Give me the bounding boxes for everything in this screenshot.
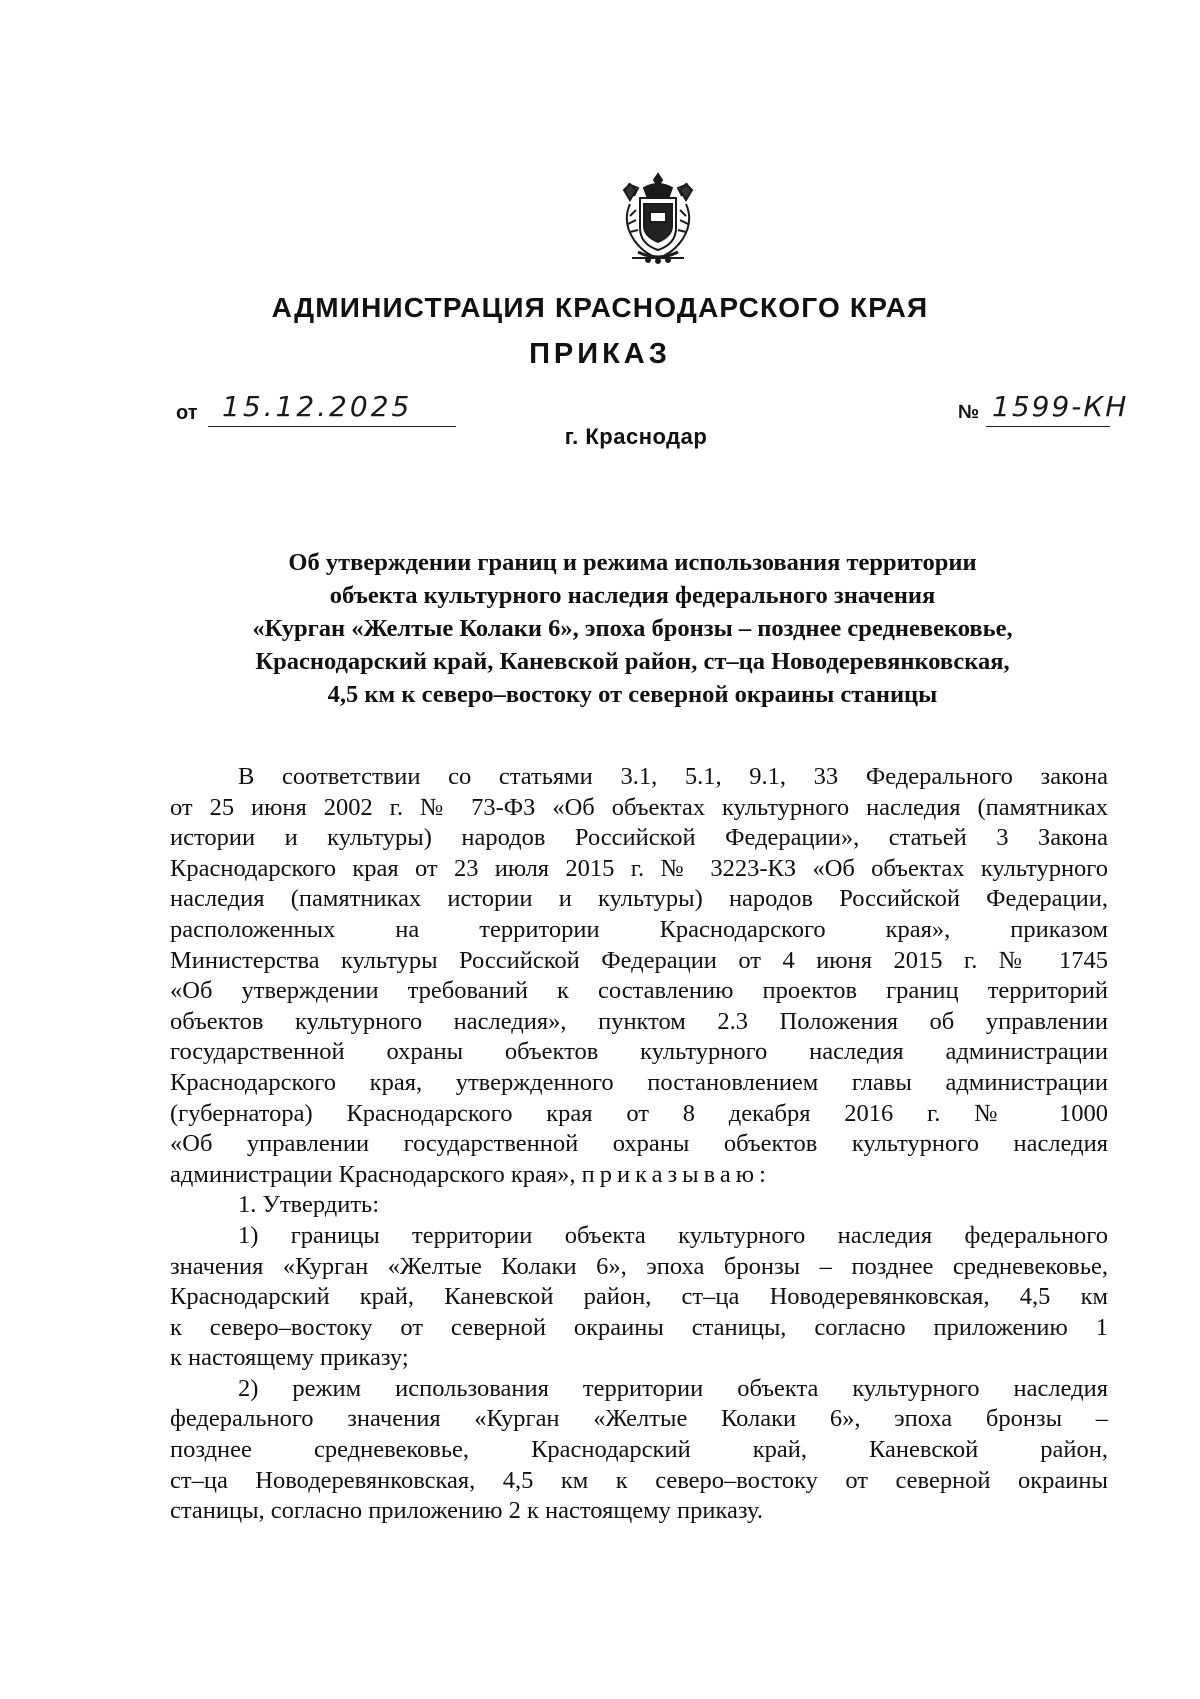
number-value: 1599-КН bbox=[992, 390, 1129, 423]
document-title bbox=[160, 546, 1105, 711]
body-line: Краснодарского края, утвержденного постановлением главы администрации bbox=[170, 1068, 1108, 1096]
body-line: станицы, согласно приложению 2 к настоящему приказу. bbox=[170, 1497, 763, 1525]
body-line: позднее средневековье, Краснодарский край, Каневской район, bbox=[170, 1436, 1108, 1464]
subitem-2-paragraph bbox=[170, 1374, 1108, 1527]
body-line: 2) режим использования территории объекта культурного наследия bbox=[238, 1374, 1108, 1402]
body-line: от 25 июня 2002 г. № 73-ФЗ «Об объектах культурного наследия (памятниках bbox=[170, 793, 1108, 821]
item-1-heading: 1. Утвердить: bbox=[238, 1191, 380, 1219]
date-prefix: от bbox=[176, 402, 198, 424]
date-value: 15.12.2025 bbox=[222, 390, 413, 423]
body-line: объектов культурного наследия», пунктом 2.3 Положения об управлении bbox=[170, 1007, 1108, 1035]
body-line: федерального значения «Курган «Желтые Колаки 6», эпоха бронзы – bbox=[170, 1405, 1108, 1433]
body-line: к северо–востоку от северной окраины станицы, согласно приложению 1 bbox=[170, 1313, 1108, 1341]
city: г. Краснодар bbox=[564, 424, 708, 449]
body-line: расположенных на территории Краснодарского края», приказом bbox=[170, 915, 1108, 943]
preamble-closing-text: администрации Краснодарского края», bbox=[170, 1160, 576, 1188]
body-line: В соответствии со статьями 3.1, 5.1, 9.1, 33 Федерального закона bbox=[238, 763, 1108, 790]
title-line: объекта культурного наследия федерального значения bbox=[329, 582, 936, 609]
body-line: истории и культуры) народов Российской Федерации», статьей 3 Закона bbox=[170, 824, 1108, 852]
body-line: к настоящему приказу; bbox=[170, 1344, 409, 1372]
body-line: значения «Курган «Желтые Колаки 6», эпоха бронзы – позднее средневековье, bbox=[170, 1252, 1108, 1280]
title-line: Краснодарский край, Каневской район, ст–ца Новодеревянковская, bbox=[255, 648, 1010, 675]
body-line: ст–ца Новодеревянковская, 4,5 км к северо–востоку от северной окраины bbox=[170, 1466, 1108, 1494]
coat-of-arms-icon bbox=[618, 170, 698, 266]
body-line: «Об управлении государственной охраны объектов культурного наследия bbox=[170, 1130, 1108, 1158]
preamble-paragraph bbox=[170, 762, 1108, 1190]
body-line: Краснодарский край, Каневской район, ст–ца Новодеревянковская, 4,5 км bbox=[170, 1283, 1108, 1311]
subitem-1-paragraph bbox=[170, 1221, 1108, 1374]
document-type: ПРИКАЗ bbox=[529, 338, 671, 370]
body-line bbox=[170, 1160, 1108, 1191]
body-line: «Об утверждении требований к составлению проектов границ территорий bbox=[170, 977, 1108, 1005]
document-body bbox=[170, 762, 1108, 1527]
body-line: наследия (памятниках истории и культуры) народов Российской Федерации, bbox=[170, 885, 1108, 913]
title-line: Об утверждении границ и режима использования территории bbox=[288, 549, 977, 576]
title-line: 4,5 км к северо–востоку от северной окраины станицы bbox=[327, 681, 938, 708]
body-line: государственной охраны объектов культурного наследия администрации bbox=[170, 1038, 1108, 1066]
issuing-authority: АДМИНИСТРАЦИЯ КРАСНОДАРСКОГО КРАЯ bbox=[271, 292, 929, 323]
body-line: (губернатора) Краснодарского края от 8 декабря 2016 г. № 1000 bbox=[170, 1099, 1108, 1127]
body-line: Министерства культуры Российской Федерации от 4 июня 2015 г. № 1745 bbox=[170, 946, 1108, 974]
title-line: «Курган «Желтые Колаки 6», эпоха бронзы – позднее средневековье, bbox=[252, 615, 1013, 642]
body-line: 1) границы территории объекта культурного наследия федерального bbox=[238, 1221, 1108, 1249]
body-line: Краснодарского края от 23 июля 2015 г. № 3223-КЗ «Об объектах культурного bbox=[170, 854, 1108, 882]
number-prefix: № bbox=[958, 402, 980, 423]
order-word: приказываю: bbox=[581, 1160, 771, 1188]
